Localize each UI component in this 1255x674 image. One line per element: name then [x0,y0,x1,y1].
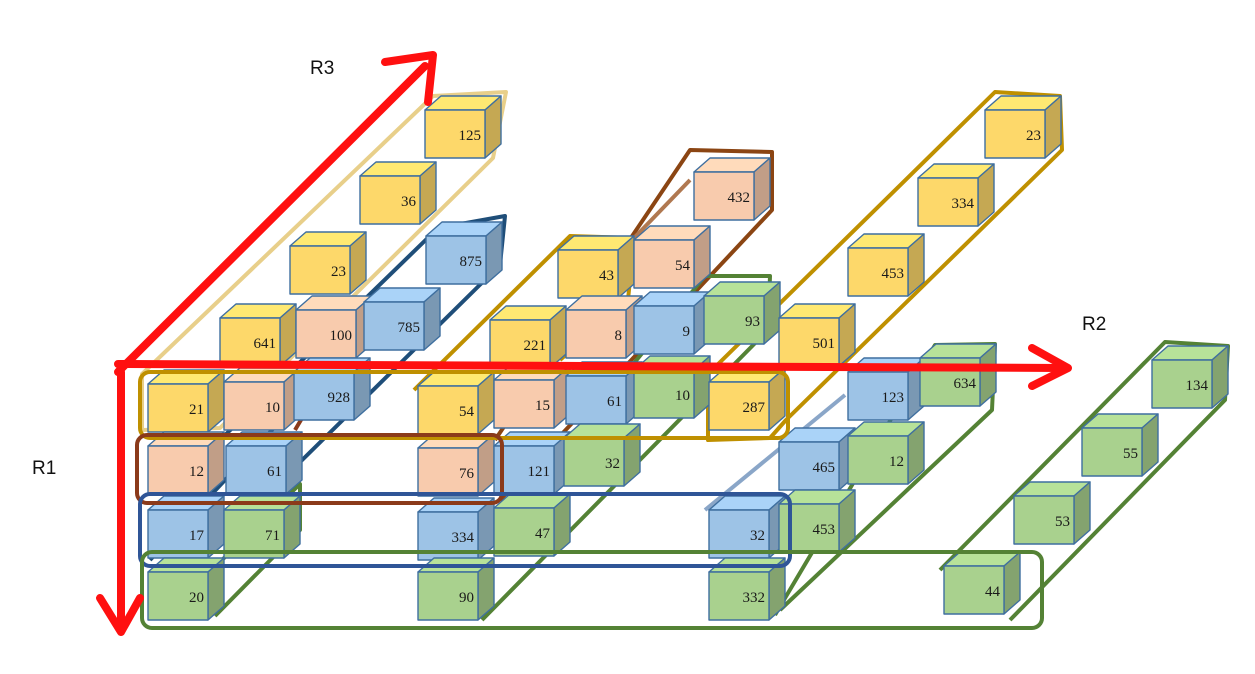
cube-value-label: 44 [985,584,1000,600]
cube-value-label: 453 [812,522,835,538]
cube-blue [364,288,440,350]
cube-value-label: 432 [727,190,750,206]
cube-yellow [220,304,296,366]
cube-value-label: 10 [265,400,280,416]
cube-value-label: 221 [523,338,546,354]
cube-yellow [490,306,566,368]
cube-value-label: 20 [189,590,204,606]
cube-value-label: 61 [267,464,282,480]
cube-value-label: 90 [459,590,474,606]
cube-yellow [425,96,501,158]
cube-value-label: 12 [189,464,204,480]
cube-green [920,344,996,406]
cube-value-label: 71 [265,528,280,544]
cube-peach [566,296,642,358]
cube-value-label: 15 [535,398,550,414]
cube-peach [694,158,770,220]
cube-blue [148,496,224,558]
cube-value-label: 8 [614,328,622,344]
cube-green [1014,482,1090,544]
cube-peach [224,368,300,430]
cube-value-label: 54 [459,404,474,420]
cube-peach [634,226,710,288]
cube-blue [426,222,502,284]
cube-value-label: 32 [750,528,765,544]
cube-value-label: 785 [397,320,420,336]
cube-value-label: 501 [812,336,835,352]
cube-yellow [709,368,785,430]
cube-value-label: 10 [675,388,690,404]
cube-value-label: 641 [253,336,276,352]
cube-value-label: 875 [459,254,482,270]
cube-green [944,552,1020,614]
cube-value-label: 23 [1026,128,1041,144]
cube-value-label: 36 [401,194,416,210]
axis-r2-label: R2 [1082,314,1107,335]
cube-green [704,282,780,344]
cube-value-label: 12 [889,454,904,470]
cube-value-label: 334 [951,196,974,212]
cube-value-label: 121 [527,464,550,480]
cube-value-label: 43 [599,268,614,284]
cube-layer [148,96,1228,620]
cube-value-label: 465 [812,460,835,476]
cube-green [224,496,300,558]
cube-yellow [148,370,224,432]
cube-peach [418,434,494,496]
cube-yellow [360,162,436,224]
cube-value-label: 100 [329,328,352,344]
cube-peach [296,296,372,358]
cube-green [848,422,924,484]
cube-value-label: 54 [675,258,690,274]
cube-value-label: 334 [451,530,474,546]
cube-yellow [985,96,1061,158]
cube-yellow [558,236,634,298]
cube-value-label: 125 [458,128,481,144]
cube-value-label: 332 [742,590,765,606]
cube-peach [494,366,570,428]
cube-value-label: 23 [331,264,346,280]
cube-value-label: 287 [742,400,765,416]
cube-green [1152,346,1228,408]
cube-green [1082,414,1158,476]
cube-blue [779,428,855,490]
cube-value-label: 134 [1185,378,1208,394]
cube-green [564,424,640,486]
cube-value-label: 32 [605,456,620,472]
cube-yellow [418,372,494,434]
cube-value-label: 17 [189,528,204,544]
cube-value-label: 55 [1123,446,1138,462]
group-box-green-front [142,552,1042,628]
cube-blue [226,432,302,494]
cube-value-label: 123 [881,390,904,406]
cube-peach [148,432,224,494]
cube-value-label: 76 [459,466,474,482]
cube-value-label: 61 [607,394,622,410]
cube-yellow [290,232,366,294]
cube-blue [494,432,570,494]
cube-value-label: 453 [881,266,904,282]
cube-green [494,494,570,556]
cube-value-label: 93 [745,314,760,330]
cube-yellow [918,164,994,226]
cube-yellow [779,304,855,366]
cube-value-label: 928 [327,390,350,406]
cube-value-label: 47 [535,526,550,542]
cube-value-label: 53 [1055,514,1070,530]
axis-r3-label: R3 [310,58,335,79]
cube-value-label: 21 [189,402,204,418]
axis-r1-label: R1 [32,458,57,479]
cube-value-label: 9 [682,324,690,340]
cube-blue [634,292,710,354]
cube-value-label: 634 [953,376,976,392]
cube-blue [709,496,785,558]
axis-r2-line [118,364,1062,368]
cube-yellow [848,234,924,296]
